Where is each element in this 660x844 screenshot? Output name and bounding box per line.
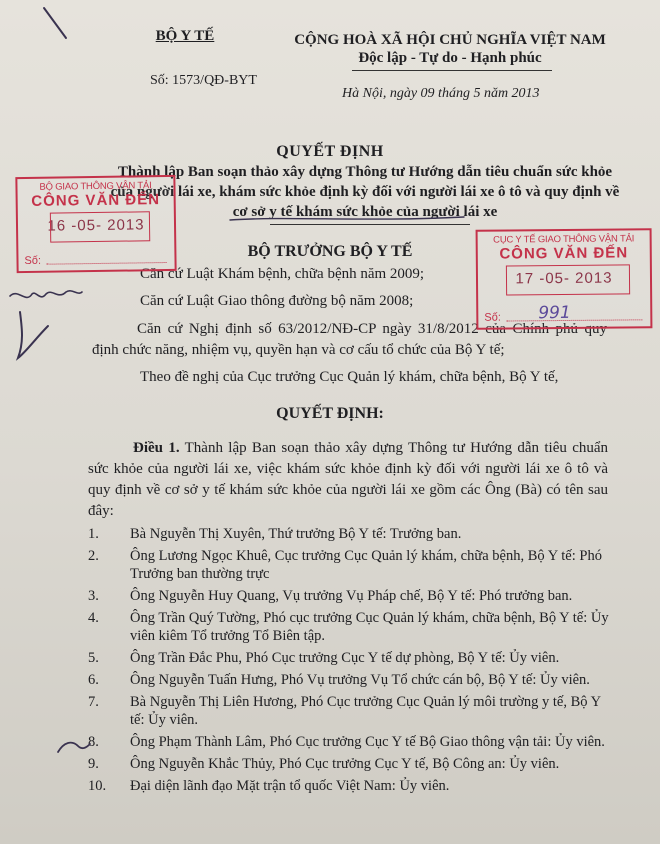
place-and-date: Hà Nội, ngày 09 tháng 5 năm 2013 [342,86,540,101]
stamp-title: CÔNG VĂN ĐẾN [31,191,161,210]
motto-underline [352,70,552,71]
incoming-stamp-department [476,228,653,330]
legal-basis-2: Căn cứ Luật Giao thông đường bộ năm 2008; [140,293,414,309]
list-item [88,777,616,795]
list-item [88,587,616,605]
list-item-number: 5. [88,650,99,666]
list-item-text: Ông Nguyễn Khắc Thủy, Phó Cục trưởng Cục Y tế, Bộ Công an: Ủy viên. [130,756,560,772]
article-1-label: Điều 1. [133,440,180,456]
document-subject: Thành lập Ban soạn thảo xây dựng Thông tư Hướng dẫn tiêu chuẩn sức khỏe của người lái xe, khám sức khỏe định kỳ đối với người lái xe ô tô và quy định về cơ sở y tế khám sức khỏe của người lái xe [110,164,620,220]
national-title: CỘNG HOÀ XÃ HỘI CHỦ NGHĨA VIỆT NAM [294,32,606,48]
incoming-stamp-ministry [15,175,176,273]
stamp-title: CÔNG VĂN ĐẾN [499,244,629,263]
subject-underline [270,224,470,225]
stamp-number-line [506,319,642,321]
corner-pen-mark [40,4,80,44]
list-item-text: Bà Nguyễn Thị Xuyên, Thứ trưởng Bộ Y tế: Trưởng ban. [130,526,462,542]
list-item [88,733,616,751]
list-item-number: 9. [88,756,99,772]
article-1-text: Thành lập Ban soạn thảo xây dựng Thông tư Hướng dẫn tiêu chuẩn sức khỏe của người lái xe, việc khám sức khỏe định kỳ đối với người lái xe ô tô và quy định về cơ sở y tế khám sức khỏe của người lái xe gồm các Ông (Bà) có tên sau đây: [88,440,609,519]
national-motto: Độc lập - Tự do - Hạnh phúc [358,50,542,66]
minister-heading: BỘ TRƯỞNG BỘ Y TẾ [247,243,413,260]
list-item [88,671,616,689]
stamp-number-line [47,262,167,265]
list-item [88,609,616,645]
list-item-text: Ông Lương Ngọc Khuê, Cục trưởng Cục Quản lý khám, chữa bệnh, Bộ Y tế: Phó Trưởng ban thường trực [130,548,602,582]
stamp-number-value: 991 [538,302,571,324]
list-item-number: 8. [88,734,99,750]
list-item-number: 7. [88,694,99,710]
list-item-number: 4. [88,610,99,626]
list-item-number: 1. [88,526,99,542]
list-item-text: Ông Nguyễn Huy Quang, Vụ trưởng Vụ Pháp chế, Bộ Y tế: Phó trưởng ban. [130,588,573,604]
list-item-text: Ông Nguyễn Tuấn Hưng, Phó Vụ trưởng Vụ Tổ chức cán bộ, Bộ Y tế: Ủy viên. [130,672,590,688]
issuing-agency: BỘ Y TẾ [155,28,215,44]
document-title: QUYẾT ĐỊNH [276,143,384,160]
list-item-number: 10. [88,778,107,794]
list-item-text: Ông Trần Quý Tường, Phó cục trưởng Cục Quản lý khám, chữa bệnh, Bộ Y tế: Ủy viên kiêm Tổ trưởng Tổ Biên tập. [130,610,609,644]
margin-signature [2,282,92,372]
list-item-text: Bà Nguyễn Thị Liên Hương, Phó Cục trưởng Cục Quản lý môi trường y tế, Bộ Y tế: Ủy viên. [130,694,601,728]
list-item-text: Đại diện lãnh đạo Mặt trận tổ quốc Việt Nam: Ủy viên. [130,778,450,794]
stamp-date: 17 -05- 2013 [515,269,613,288]
stamp-date-frame [50,211,150,242]
stamp-date-frame [506,264,630,295]
legal-basis-3: Căn cứ Nghị định số 63/2012/NĐ-CP ngày 31/8/2012 của Chính phủ quy định chức năng, nhiệm vụ, quyền hạn và cơ cấu tổ chức của Bộ Y tế; [92,321,607,358]
list-item-number: 2. [88,548,99,564]
stamp-org: BỘ GIAO THÔNG VẬN TẢI [39,180,152,193]
list-item-text: Ông Phạm Thành Lâm, Phó Cục trưởng Cục Y tế Bộ Giao thông vận tải: Ủy viên. [130,734,605,750]
list-item-number: 3. [88,588,99,604]
stamp-number-label: Số: [24,254,42,268]
legal-basis-1: Căn cứ Luật Khám bệnh, chữa bệnh năm 2009; [140,266,425,282]
stamp-number-label: Số: [484,311,501,324]
list-item [88,525,616,543]
list-item [88,755,616,773]
stamp-date: 16 -05- 2013 [47,216,145,235]
document-number: Số: 1573/QĐ-BYT [150,73,257,88]
list-item [88,547,616,583]
stamp-org: CỤC Y TẾ GIAO THÔNG VẬN TẢI [493,233,635,246]
decision-heading: QUYẾT ĐỊNH: [276,405,384,422]
list-item [88,693,616,729]
list-item-number: 6. [88,672,99,688]
list-item-text: Ông Trần Đắc Phu, Phó Cục trưởng Cục Y tế dự phòng, Bộ Y tế: Ủy viên. [130,650,560,666]
list-item [88,649,616,667]
legal-basis-4: Theo đề nghị của Cục trưởng Cục Quản lý khám, chữa bệnh, Bộ Y tế, [140,369,559,385]
members-list [88,525,616,799]
article-1 [88,438,608,522]
